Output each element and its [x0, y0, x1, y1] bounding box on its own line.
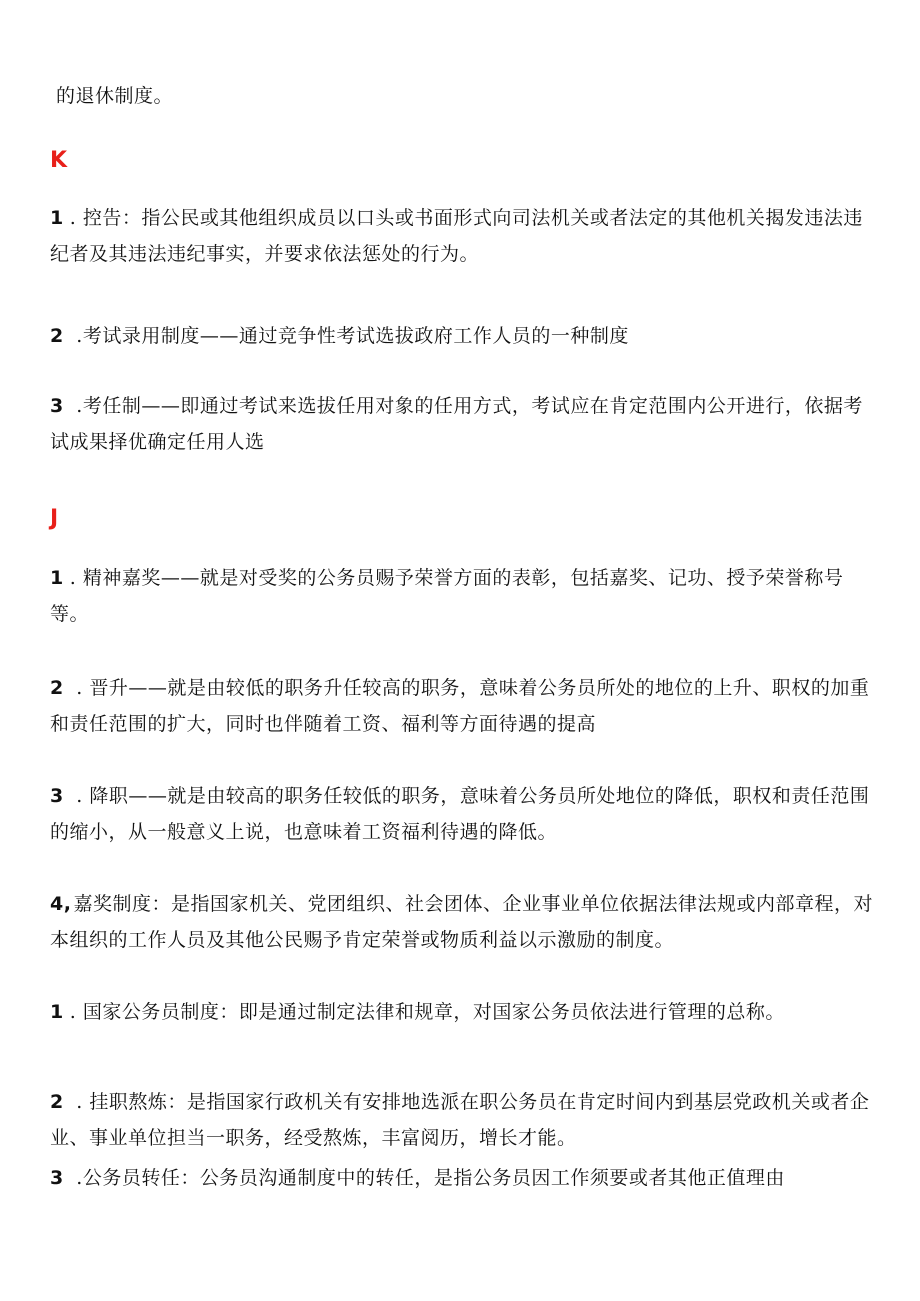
item-text: . 降职——就是由较高的职务任较低的职务，意味着公务员所处地位的降低，职权和责任范围的缩小，从一般意义上说，也意味着工资福利待遇的降低。 [50, 785, 870, 843]
item-number: 1 [50, 207, 64, 229]
item-number: 2 [50, 677, 64, 699]
item-number: 3 [50, 1167, 64, 1189]
item-text: . 挂职熬炼：是指国家行政机关有安排地选派在职公务员在肯定时间内到基层党政机关或者企业、事业单位担当一职务，经受熬炼，丰富阅历，增长才能。 [50, 1091, 870, 1149]
section-letter-j: J [50, 506, 59, 531]
item-number: 1 [50, 1001, 64, 1023]
paragraph-item [50, 670, 882, 742]
item-text: . 晋升——就是由较低的职务升任较高的职务，意味着公务员所处的地位的上升、职权的加重和责任范围的扩大，同时也伴随着工资、福利等方面待遇的提高 [50, 677, 870, 735]
paragraph-item [50, 388, 882, 460]
paragraph-item [50, 994, 882, 1030]
paragraph-item [50, 778, 882, 850]
paragraph-item [50, 200, 882, 272]
item-number: 1 [50, 567, 64, 589]
paragraph-item [50, 1084, 882, 1156]
item-text: . 控告：指公民或其他组织成员以口头或书面形式向司法机关或者法定的其他机关揭发违法违纪者及其违法违纪事实，并要求依法惩处的行为。 [50, 207, 863, 265]
item-number: 3 [50, 395, 64, 417]
item-text: .考试录用制度——通过竞争性考试选拔政府工作人员的一种制度 [69, 325, 629, 347]
section-letter-k: K [50, 148, 68, 173]
item-number: 2 [50, 1091, 64, 1113]
item-text: .考任制——即通过考试来选拔任用对象的任用方式，考试应在肯定范围内公开进行，依据考试成果择优确定任用人选 [50, 395, 863, 453]
paragraph-item [50, 318, 882, 354]
item-text: .公务员转任：公务员沟通制度中的转任，是指公务员因工作须要或者其他正值理由 [69, 1167, 785, 1189]
paragraph-item [50, 886, 882, 958]
paragraph-item [50, 560, 882, 632]
item-text: 的退休制度。 [56, 85, 174, 107]
paragraph-item [50, 1160, 882, 1196]
item-text: . 精神嘉奖——就是对受奖的公务员赐予荣誉方面的表彰，包括嘉奖、记功、授予荣誉称号等。 [50, 567, 844, 625]
paragraph-continuation [50, 78, 882, 114]
item-number: 3 [50, 785, 64, 807]
item-text: 嘉奖制度：是指国家机关、党团组织、社会团体、企业事业单位依据法律法规或内部章程，对本组织的工作人员及其他公民赐予肯定荣誉或物质利益以示激励的制度。 [50, 893, 873, 951]
item-number: 2 [50, 325, 64, 347]
item-text: . 国家公务员制度：即是通过制定法律和规章，对国家公务员依法进行管理的总称。 [69, 1001, 785, 1023]
item-number: 4, [50, 893, 72, 915]
